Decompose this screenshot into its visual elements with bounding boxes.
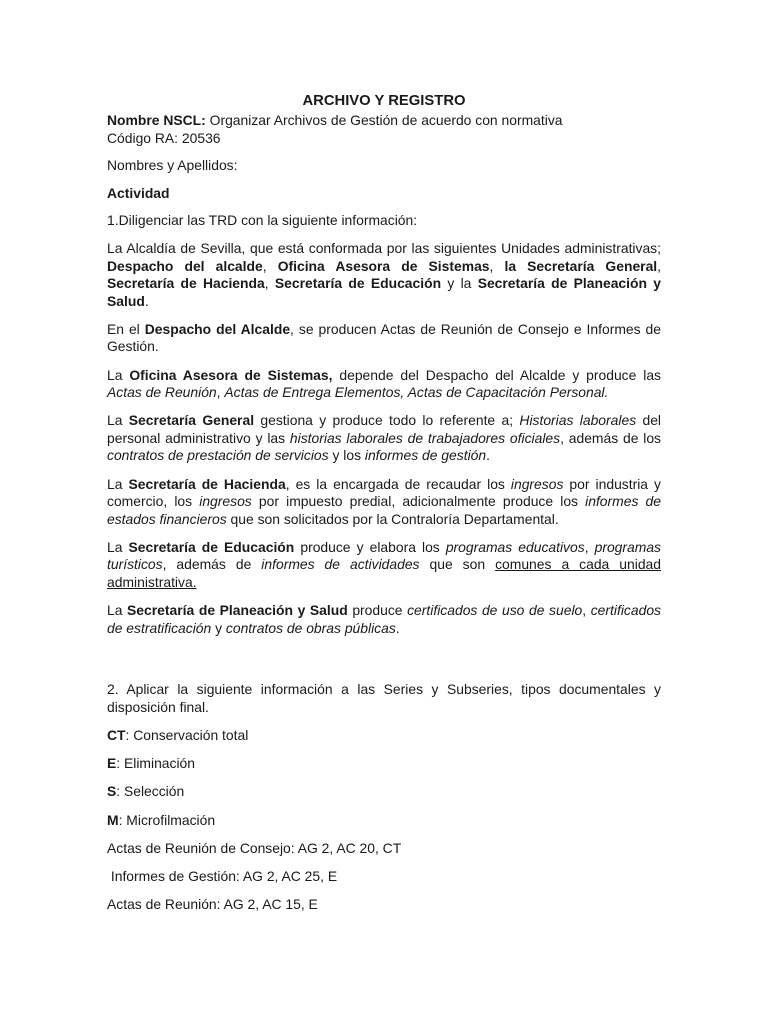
text-run: , bbox=[584, 538, 595, 555]
legend-code: S bbox=[107, 783, 117, 800]
italic-run: Actas de Reunión bbox=[107, 384, 217, 401]
legend-desc: : Microfilmación bbox=[118, 811, 216, 828]
text-run: . bbox=[395, 619, 400, 636]
legend-item bbox=[107, 812, 661, 830]
item-1-instruction: 1.Diligenciar las TRD con la siguiente información: bbox=[107, 212, 418, 229]
italic-run: programas educativos bbox=[445, 538, 585, 555]
bold-run: Secretaría de Planeación y Salud bbox=[127, 602, 348, 619]
bold-run: la Secretaría General bbox=[504, 257, 658, 274]
text-run: La bbox=[107, 538, 129, 555]
nscl-value: Organizar Archivos de Gestión de acuerdo con normativa bbox=[205, 112, 563, 128]
text-run: que son solicitados por la Contraloría Departamental. bbox=[226, 510, 559, 527]
document-title: ARCHIVO Y REGISTRO bbox=[302, 93, 466, 109]
text-run: La Alcaldía de Sevilla, que está conformada por las siguientes Unidades administrativas; bbox=[107, 239, 661, 256]
text-run: , bbox=[216, 384, 225, 401]
nscl-label: Nombre NSCL: bbox=[107, 112, 206, 128]
text-run: La bbox=[107, 602, 128, 619]
bold-run: Secretaría de Hacienda bbox=[107, 275, 265, 292]
text-run: . bbox=[144, 292, 149, 309]
legend-item bbox=[107, 755, 661, 773]
legend-code: CT bbox=[107, 727, 126, 744]
paragraph-alcaldia bbox=[107, 240, 661, 310]
italic-run: ingresos bbox=[199, 493, 252, 510]
text-run: , además de bbox=[162, 556, 262, 573]
italic-run: Historias laborales bbox=[519, 412, 637, 429]
italic-run: contratos de prestación de servicios bbox=[107, 447, 329, 464]
nscl-line bbox=[107, 112, 661, 130]
series-line: Actas de Reunión de Consejo: AG 2, AC 20, CT bbox=[107, 839, 402, 856]
italic-run: certificados de uso de suelo bbox=[407, 602, 583, 619]
text-run: , bbox=[657, 257, 662, 274]
legend-item bbox=[107, 727, 661, 745]
bold-run: Secretaría General bbox=[128, 412, 255, 429]
text-run: , bbox=[262, 257, 278, 274]
paragraph-secretaria-general bbox=[107, 412, 661, 465]
text-run: depende del Despacho del Alcalde y produce las bbox=[332, 366, 661, 383]
text-run: por impuesto predial, adicionalmente produce los bbox=[251, 493, 586, 510]
text-run: En el bbox=[107, 320, 145, 337]
text-run: La bbox=[107, 412, 129, 429]
text-run: , bbox=[264, 275, 275, 292]
text-run: , es la encargada de recaudar los bbox=[285, 475, 511, 492]
nombres-apellidos: Nombres y Apellidos: bbox=[107, 157, 238, 174]
paragraph-despacho bbox=[107, 321, 661, 356]
underlined-run: comunes a cada unidad administrativa. bbox=[107, 556, 661, 590]
bold-run: Despacho del alcalde bbox=[107, 257, 263, 274]
text-run: . bbox=[486, 447, 490, 464]
paragraph-oficina-sistemas bbox=[107, 367, 661, 402]
text-run: y bbox=[211, 619, 226, 636]
text-run: La bbox=[107, 366, 130, 383]
text-run: y los bbox=[328, 447, 365, 464]
text-run: del personal administrativo y las bbox=[107, 412, 662, 446]
text-run: , bbox=[489, 257, 505, 274]
bold-run: Secretaría de Hacienda bbox=[128, 475, 286, 492]
codigo-ra: Código RA: 20536 bbox=[107, 129, 221, 146]
bold-run: Secretaría de Planeación y Salud bbox=[107, 275, 661, 309]
legend-desc: : Selección bbox=[116, 783, 185, 800]
legend-code: E bbox=[107, 755, 117, 772]
series-line: Actas de Reunión: AG 2, AC 15, E bbox=[107, 896, 318, 913]
italic-run: certificados de estratificación bbox=[107, 602, 661, 636]
legend-desc: : Conservación total bbox=[125, 727, 249, 744]
text-run: y la bbox=[441, 275, 478, 292]
legend-item bbox=[107, 783, 661, 801]
italic-run: informes de gestión bbox=[364, 447, 487, 464]
italic-run: ingresos bbox=[510, 475, 564, 492]
italic-run: contratos de obras públicas bbox=[225, 619, 396, 636]
bold-run: Secretaría de Educación bbox=[274, 275, 442, 292]
italic-run: historias laborales de trabajadores oficiales bbox=[289, 429, 561, 446]
text-run: produce y elabora los bbox=[294, 538, 446, 555]
bold-run: Despacho del Alcalde bbox=[144, 320, 291, 337]
italic-run: Actas de Entrega Elementos, Actas de Capacitación Personal. bbox=[224, 384, 609, 401]
bold-run: Oficina Asesora de Sistemas, bbox=[129, 366, 333, 383]
text-run: que son bbox=[419, 556, 496, 573]
text-run: por industria y comercio, los bbox=[107, 475, 661, 510]
series-line: Informes de Gestión: AG 2, AC 25, E bbox=[107, 867, 338, 884]
italic-run: programas turísticos bbox=[107, 538, 662, 573]
text-run: , además de los bbox=[560, 429, 661, 446]
bold-run: Secretaría de Educación bbox=[128, 538, 295, 555]
italic-run: informes de actividades bbox=[261, 556, 420, 573]
paragraph-educacion bbox=[107, 539, 661, 592]
paragraph-planeacion-salud bbox=[107, 602, 661, 637]
document-page bbox=[107, 92, 661, 914]
legend-desc: : Eliminación bbox=[116, 755, 196, 772]
actividad-heading-text: Actividad bbox=[107, 184, 170, 201]
text-run: , bbox=[582, 602, 591, 619]
italic-run: informes de estados financieros bbox=[107, 493, 661, 527]
paragraph-hacienda bbox=[107, 476, 661, 529]
legend-code: M bbox=[107, 811, 119, 828]
bold-run: Oficina Asesora de Sistemas bbox=[277, 257, 490, 274]
text-run: La bbox=[107, 475, 129, 492]
item-2-instruction: 2. Aplicar la siguiente información a las Series y Subseries, tipos documentales y disposición final. bbox=[107, 681, 661, 715]
text-run: produce bbox=[347, 602, 408, 619]
text-run: , se producen Actas de Reunión de Consejo e Informes de Gestión. bbox=[107, 320, 661, 355]
text-run: gestiona y produce todo lo referente a; bbox=[254, 412, 520, 429]
actividad-heading bbox=[107, 185, 661, 203]
